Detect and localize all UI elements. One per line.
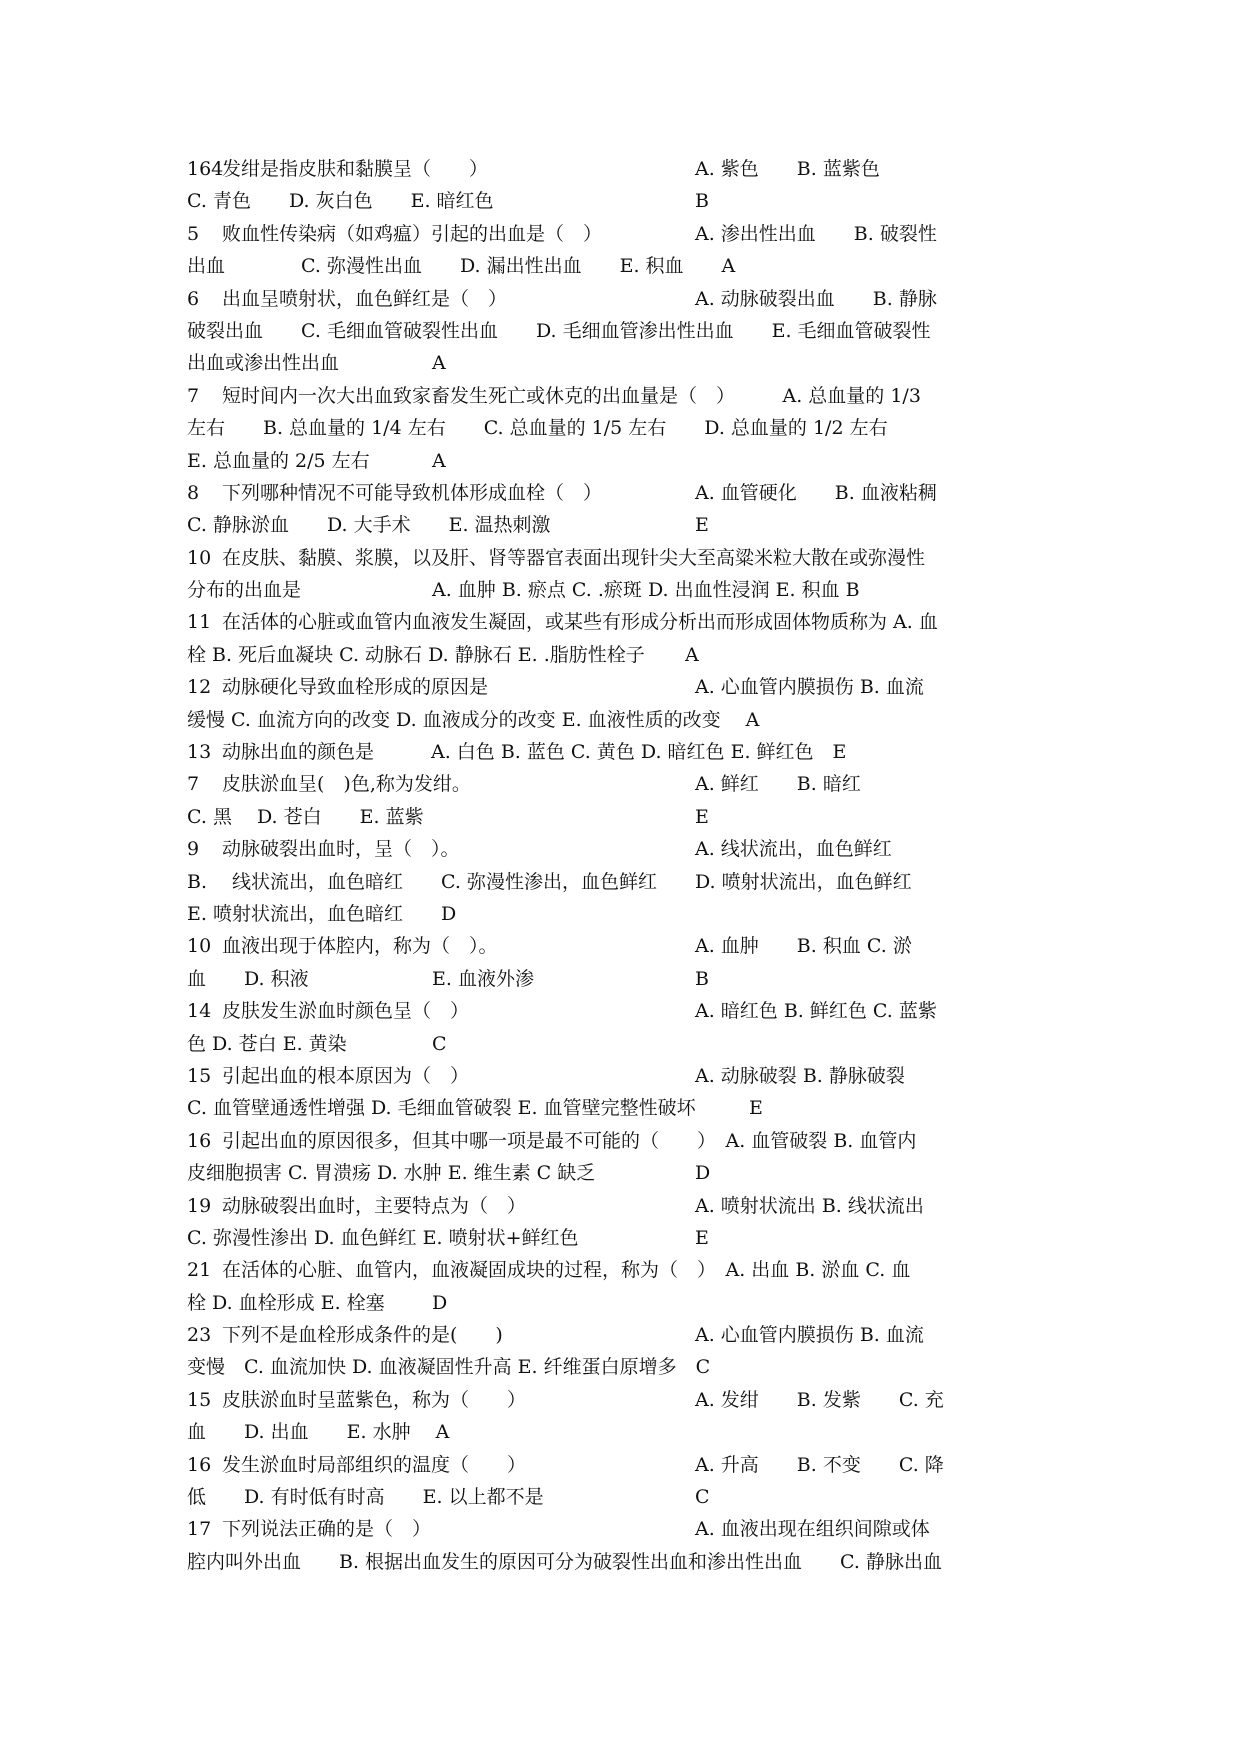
text-line: [187, 606, 1067, 638]
text-segment: 动脉出血的颜色是 A. 白色 B. 蓝色 C. 黄色 D. 暗红色 E. 鲜红色 E: [222, 741, 847, 764]
text-line: [187, 1157, 1067, 1189]
text-segment: 在皮肤、黏膜、浆膜，以及肝、肾等器官表面出现针尖大至高粱米粒大散在或弥漫性: [222, 546, 926, 569]
text-segment: 15: [187, 1064, 212, 1087]
text-line: [187, 1319, 1067, 1351]
text-segment: 7: [187, 384, 200, 407]
text-segment: E. 血液外渗: [432, 967, 534, 990]
text-segment: 血液出现于体腔内，称为（ ）。: [222, 935, 498, 958]
text-segment: A. 升高 B. 不变 C. 降: [695, 1453, 944, 1476]
text-segment: 缓慢 C. 血流方向的改变 D. 血液成分的改变 E. 血液性质的改变 A: [187, 708, 760, 731]
text-line: [187, 509, 1067, 541]
text-line: [187, 736, 1067, 768]
text-segment: 皮肤淤血呈( )色,称为发绀。: [222, 773, 471, 796]
question-list: [187, 153, 1067, 1578]
text-segment: A. 发绀 B. 发紫 C. 充: [695, 1388, 944, 1411]
text-line: [187, 866, 1067, 898]
text-segment: 破裂出血 C. 毛细血管破裂性出血 D. 毛细血管渗出性出血 E. 毛细血管破裂性: [187, 319, 931, 342]
text-segment: E: [695, 1226, 709, 1249]
text-segment: 13: [187, 741, 212, 764]
text-segment: 败血性传染病（如鸡瘟）引起的出血是（ ）: [222, 222, 603, 245]
text-segment: A. 暗红色 B. 鲜红色 C. 蓝紫: [695, 1000, 937, 1023]
text-line: [187, 1028, 1067, 1060]
text-segment: 8: [187, 481, 200, 504]
text-line: [187, 574, 1067, 606]
text-line: [187, 477, 1067, 509]
text-segment: 下列说法正确的是（ ）: [222, 1518, 432, 1541]
text-segment: 腔内叫外出血 B. 根据出血发生的原因可分为破裂性出血和渗出性出血 C. 静脉出血: [187, 1550, 942, 1573]
text-segment: 12: [187, 676, 212, 699]
text-segment: 栓 D. 血栓形成 E. 栓塞: [187, 1291, 385, 1314]
text-segment: 164: [187, 158, 224, 180]
text-segment: 栓 B. 死后血凝块 C. 动脉石 D. 静脉石 E. .脂肪性栓子: [187, 643, 645, 666]
text-segment: 动脉破裂出血时，主要特点为（ ）: [222, 1194, 527, 1217]
text-line: [187, 315, 1067, 347]
text-segment: E. 喷射状流出，血色暗红 D: [187, 902, 457, 925]
text-line: [187, 1125, 1067, 1157]
text-segment: C. 静脉淤血 D. 大手术 E. 温热刺激: [187, 514, 551, 537]
text-segment: 23: [187, 1324, 212, 1347]
text-line: [187, 833, 1067, 865]
text-segment: 血 D. 出血 E. 水肿 A: [187, 1421, 450, 1444]
text-line: [187, 185, 1067, 217]
text-segment: 7: [187, 773, 200, 796]
text-segment: 皮细胞损害 C. 胃溃疡 D. 水肿 E. 维生素 C 缺乏: [187, 1162, 596, 1185]
text-segment: C. 弥漫性渗出 D. 血色鲜红 E. 喷射状+鲜红色: [187, 1226, 579, 1249]
text-segment: D: [432, 1291, 448, 1314]
text-segment: 左右 B. 总血量的 1/4 左右 C. 总血量的 1/5 左右 D. 总血量的 1/2 左右: [187, 417, 888, 440]
text-line: [187, 768, 1067, 800]
text-segment: A. 线状流出，血色鲜红: [695, 838, 892, 861]
text-segment: 发绀是指皮肤和黏膜呈（ ）: [222, 158, 489, 180]
text-line: [187, 801, 1067, 833]
text-segment: A. 血肿 B. 积血 C. 淤: [695, 935, 912, 958]
text-segment: 16: [187, 1129, 212, 1152]
text-line: [187, 347, 1067, 379]
text-segment: A: [685, 643, 699, 666]
text-segment: 19: [187, 1194, 212, 1217]
text-segment: 引起出血的根本原因为（ ）: [222, 1064, 470, 1087]
text-segment: D: [695, 1162, 711, 1185]
text-segment: B: [695, 967, 709, 990]
text-segment: C: [432, 1032, 447, 1055]
text-line: [187, 1190, 1067, 1222]
text-line: [187, 1416, 1067, 1448]
text-line: [187, 671, 1067, 703]
text-segment: E. 总血量的 2/5 左右: [187, 449, 370, 472]
text-line: [187, 1287, 1067, 1319]
text-segment: A: [432, 449, 446, 472]
text-line: [187, 1384, 1067, 1416]
text-segment: 动脉破裂出血时，呈（ ）。: [222, 838, 460, 861]
text-segment: E: [695, 805, 709, 828]
text-segment: A. 心血管内膜损伤 B. 血流: [695, 1324, 924, 1347]
text-segment: 在活体的心脏或血管内血液发生凝固，或某些有形成分析出而形成固体物质称为 A. 血: [222, 611, 938, 634]
text-segment: 动脉硬化导致血栓形成的原因是: [222, 676, 489, 699]
text-segment: 出血 C. 弥漫性出血 D. 漏出性出血 E. 积血 A: [187, 255, 736, 278]
text-line: [187, 1449, 1067, 1481]
text-line: [187, 898, 1067, 930]
text-segment: C. 黑 D. 苍白 E. 蓝紫: [187, 805, 424, 828]
text-line: [187, 380, 1067, 412]
text-segment: 低 D. 有时低有时高 E. 以上都不是: [187, 1486, 544, 1509]
text-segment: 9: [187, 838, 200, 861]
text-segment: A. 紫色 B. 蓝紫色: [695, 158, 880, 180]
text-line: [187, 542, 1067, 574]
text-line: [187, 283, 1067, 315]
text-segment: 10: [187, 935, 212, 958]
text-segment: E: [695, 514, 709, 537]
text-line: [187, 639, 1067, 671]
text-segment: 16: [187, 1453, 212, 1476]
text-line: [187, 218, 1067, 250]
text-segment: 引起出血的原因很多，但其中哪一项是最不可能的（ ） A. 血管破裂 B. 血管内: [222, 1129, 917, 1152]
text-line: [187, 1546, 1067, 1578]
text-segment: 下列不是血栓形成条件的是( ): [222, 1324, 503, 1347]
text-line: [187, 1481, 1067, 1513]
text-line: [187, 1513, 1067, 1545]
text-segment: A. 血肿 B. 瘀点 C. .瘀斑 D. 出血性浸润 E. 积血 B: [432, 579, 860, 602]
text-segment: B: [695, 190, 709, 213]
text-line: [187, 1060, 1067, 1092]
text-segment: 5: [187, 222, 200, 245]
text-segment: 发生淤血时局部组织的温度（ ）: [222, 1453, 527, 1476]
text-segment: C: [695, 1486, 710, 1509]
text-segment: 出血或渗出性出血: [187, 352, 340, 375]
text-segment: 出血呈喷射状，血色鲜红是（ ）: [222, 287, 508, 310]
text-segment: 15: [187, 1388, 212, 1411]
text-segment: 血 D. 积液: [187, 967, 309, 990]
text-line: [187, 1351, 1067, 1383]
text-segment: A: [432, 352, 446, 375]
text-segment: 分布的出血是: [187, 579, 302, 602]
text-segment: 10: [187, 546, 212, 569]
text-segment: 21: [187, 1259, 212, 1282]
text-segment: B. 线状流出，血色暗红 C. 弥漫性渗出，血色鲜红 D. 喷射状流出，血色鲜红: [187, 870, 912, 893]
text-line: [187, 963, 1067, 995]
text-segment: A. 心血管内膜损伤 B. 血流: [695, 676, 924, 699]
text-segment: 17: [187, 1518, 212, 1541]
text-line: [187, 1092, 1067, 1124]
text-segment: A. 血管硬化 B. 血液粘稠: [695, 481, 937, 504]
text-segment: 14: [187, 1000, 212, 1023]
text-segment: 皮肤发生淤血时颜色呈（ ）: [222, 1000, 470, 1023]
text-segment: E: [749, 1097, 763, 1120]
text-line: [187, 412, 1067, 444]
text-segment: A. 喷射状流出 B. 线状流出: [695, 1194, 924, 1217]
text-segment: A. 动脉破裂 B. 静脉破裂: [695, 1064, 905, 1087]
text-segment: 6: [187, 287, 200, 310]
text-line: [187, 930, 1067, 962]
text-segment: 皮肤淤血时呈蓝紫色，称为（ ）: [222, 1388, 527, 1411]
text-segment: 11: [187, 611, 212, 634]
text-segment: C. 青色 D. 灰白色 E. 暗红色: [187, 190, 494, 213]
text-segment: 下列哪种情况不可能导致机体形成血栓（ ）: [222, 481, 603, 504]
text-line: [187, 153, 1067, 185]
text-line: [187, 704, 1067, 736]
text-segment: 色 D. 苍白 E. 黄染: [187, 1032, 347, 1055]
text-line: [187, 1222, 1067, 1254]
text-segment: C. 血管壁通透性增强 D. 毛细血管破裂 E. 血管壁完整性破坏: [187, 1097, 696, 1120]
text-line: [187, 445, 1067, 477]
text-line: [187, 250, 1067, 282]
text-segment: A. 鲜红 B. 暗红: [695, 773, 861, 796]
text-line: [187, 1254, 1067, 1286]
text-segment: A. 动脉破裂出血 B. 静脉: [695, 287, 937, 310]
text-segment: A. 血液出现在组织间隙或体: [695, 1518, 930, 1541]
text-segment: A. 渗出性出血 B. 破裂性: [695, 222, 937, 245]
text-line: [187, 995, 1067, 1027]
text-segment: 短时间内一次大出血致家畜发生死亡或休克的出血量是（ ） A. 总血量的 1/3: [222, 384, 921, 407]
text-segment: 变慢 C. 血流加快 D. 血液凝固性升高 E. 纤维蛋白原增多 C: [187, 1356, 711, 1379]
text-segment: 在活体的心脏、血管内，血液凝固成块的过程，称为（ ） A. 出血 B. 淤血 C. 血: [222, 1259, 911, 1282]
